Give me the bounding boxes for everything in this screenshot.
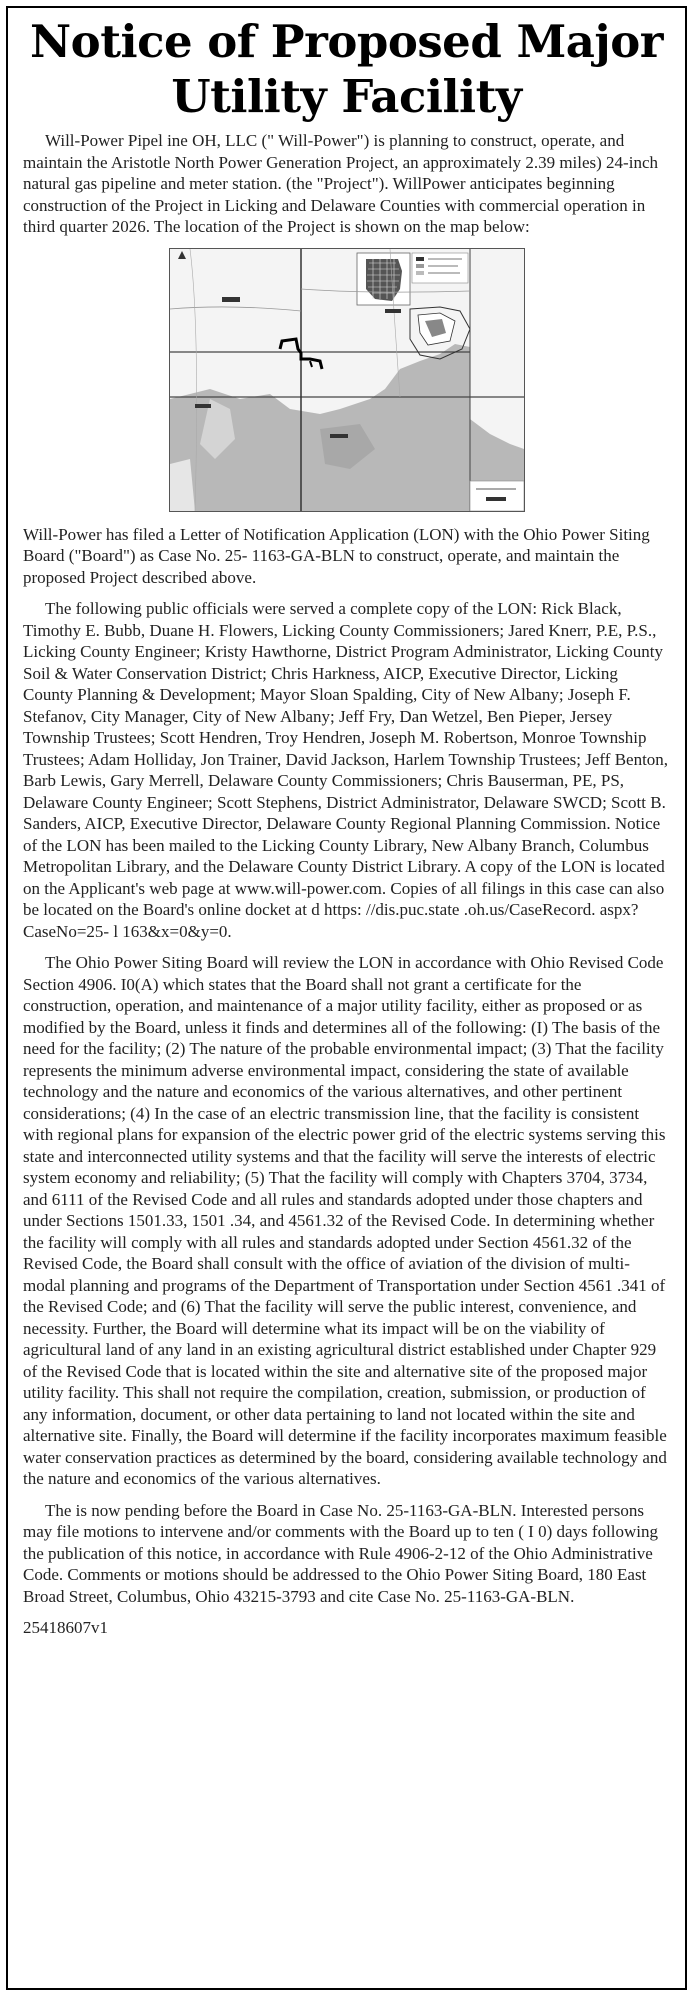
review-paragraph: The Ohio Power Siting Board will review the LON in accordance with Ohio Revised Code Section 4906. I0(A) which states that the Board shall not grant a certificate for the construction, operation, and maintenance of a major utility facility, either as proposed or as modified by the Board, unless it finds and determines all of the following: (I) The basis of the need for the facility; (2) The nature of the probable environmental impact; (3) That the facility represents the minimum adverse environmental impact, considering the state of available technology and the nature and economics of the various alternatives, and other pertinent considerations; (4) In the case of an electric transmission line, that the facility is consistent with regional plans for expansion of the electric power grid of the electric systems serving this state and interconnected utility systems and that the facility will serve the interests of electric system economy and reliability; (5) That the facility will comply with Chapters 3704, 3734, and 6111 of the Revised Code and all rules and standards adopted under those chapters and under Sections 1501.33, 1501 .34, and 4561.32 of the Revised Code. In determining whether the facility will comply with all rules and standards adopted under Section 4561.32 of the Revised Code, the Board shall consult with the office of aviation of the division of multi-modal planning and programs of the Department of Transportation under Section 4561 .341 of the Revised Code; and (6) That the facility will serve the public interest, convenience, and necessity. Further, the Board will determine what its impact will be on the viability of agricultural land of any land in an existing agricultural district established under Chapter 929 of the Revised Code that is located within the site and alternative site of the proposed major utility facility. This shall not require the compilation, creation, submission, or production of any information, document, or other data pertaining to land not located within the site and alternative site. Finally, the Board will determine if the facility incorporates maximum feasible water conservation practices as determined by the board, considering available technology and the nature and economics of the various alternatives.	[23, 953, 667, 1488]
officials-paragraph: The following public officials were served a complete copy of the LON: Rick Black, Timothy E. Bubb, Duane H. Flowers, Licking County Commissioners; Jared Knerr, P.E, P.S., Licking County Engineer; Kristy Hawthorne, District Program Administrator, Licking County Soil & Water Conservation District; Chris Harkness, AICP, Executive Director, Licking County Planning & Development; Mayor Sloan Spalding, City of New Albany; Joseph F. Stefanov, City Manager, City of New Albany; Jeff Fry, Dan Wetzel, Ben Pieper, Jersey Township Trustees; Scott Hendren, Troy Hendren, Joseph M. Robertson, Monroe Township Trustees; Adam Holliday, Jon Trainer, David Jackson, Harlem Township Trustees; Jeff Benton, Barb Lewis, Gary Merrell, Delaware County Commissioners; Chris Bauserman, PE, PS, Delaware County Engineer; Scott Stephens, District Administrator, Delaware SWCD; Scott B. Sanders, AICP, Executive Director, Delaware County Regional Planning Commission. Notice of the LON has been mailed to the Licking County Library, New Albany Branch, Columbus Metropolitan Library, and the Delaware County District Library. A copy of the LON is located on the Applicant's web page at www.will-power.com. Copies of all filings in this case can also be located on the Board's online docket at d https: //dis.puc.state .oh.us/CaseRecord. aspx?CaseNo=25- l 163&x=0&y=0.	[23, 599, 669, 941]
intro-paragraph: Will-Power Pipel ine OH, LLC (" Will-Power") is planning to construct, operate, and maintain the Aristotle North Power Generation Project, an approximately 2.39 miles) 24-inch natural gas pipeline and meter station. (the "Project"). WillPower anticipates beginning construction of the Project in Licking and Delaware Counties with commercial operation in third quarter 2026. The location of the Project is shown on the map below:	[23, 131, 658, 236]
notice-body	[8, 130, 685, 1639]
notice-title: Notice of Proposed Major Utility Facility	[30, 15, 663, 123]
pending-paragraph: The is now pending before the Board in Case No. 25-1163-GA-BLN. Interested persons may file motions to intervene and/or comments with the Board up to ten ( I 0) days following the publication of this notice, in accordance with Rule 4906-2-12 of the Ohio Administrative Code. Comments or motions should be addressed to the Ohio Power Siting Board, 180 East Broad Street, Columbus, Ohio 43215-3793 and cite Case No. 25-1163-GA-BLN.	[23, 1500, 659, 1606]
ad-code: 25418607v1	[23, 1618, 108, 1637]
lon-filing-paragraph: Will-Power has filed a Letter of Notification Application (LON) with the Ohio Power Siting Board ("Board") as Case No. 25- 1163-GA-BLN to construct, operate, and maintain the proposed Project described above.	[23, 524, 650, 587]
notice-page	[6, 6, 687, 1990]
project-location-map	[169, 248, 525, 512]
map-graphic	[170, 249, 524, 511]
